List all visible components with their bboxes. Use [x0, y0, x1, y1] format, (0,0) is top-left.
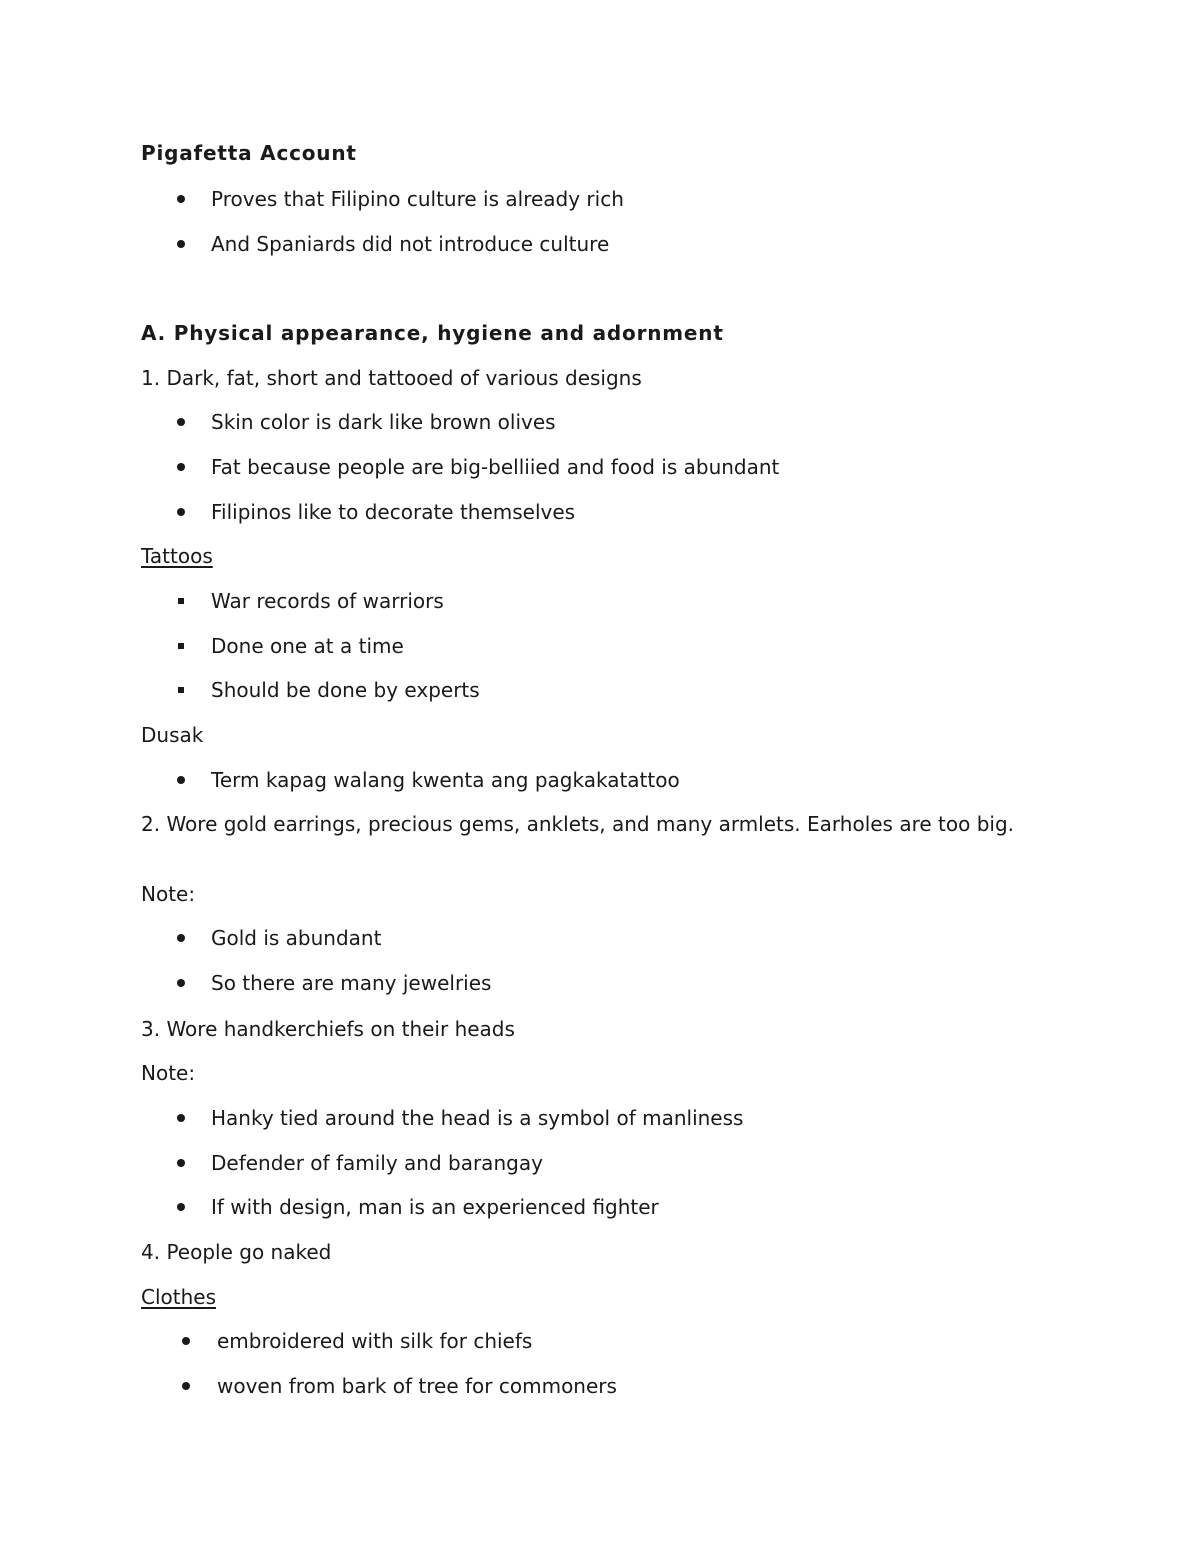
- list-item-text: Should be done by experts: [211, 678, 480, 702]
- square-bullet-icon: [178, 687, 184, 693]
- list-item-text: Gold is abundant: [211, 926, 382, 950]
- numbered-point: 2. Wore gold earrings, precious gems, anklets, and many armlets. Earholes are too big.: [141, 812, 1015, 836]
- list-item-text: Term kapag walang kwenta ang pagkakatattoo: [211, 768, 680, 792]
- square-bullet-icon: [178, 598, 184, 604]
- list-item-text: woven from bark of tree for commoners: [217, 1374, 617, 1398]
- list-item-text: And Spaniards did not introduce culture: [211, 232, 610, 256]
- bullet-icon: [182, 1382, 190, 1390]
- numbered-point: 3. Wore handkerchiefs on their heads: [141, 1017, 515, 1041]
- list-item-text: If with design, man is an experienced fighter: [211, 1195, 659, 1219]
- list-item-text: War records of warriors: [211, 589, 444, 613]
- bullet-icon: [177, 1114, 185, 1122]
- subheading-tattoos: Tattoos: [141, 544, 213, 568]
- list-item-text: Skin color is dark like brown olives: [211, 410, 556, 434]
- note-label: Note:: [141, 882, 196, 906]
- numbered-point: 4. People go naked: [141, 1240, 332, 1264]
- list-item-text: Filipinos like to decorate themselves: [211, 500, 576, 524]
- bullet-icon: [177, 508, 185, 516]
- list-item-text: Fat because people are big-belliied and food is abundant: [211, 455, 780, 479]
- note-label: Note:: [141, 1061, 196, 1085]
- list-item-text: embroidered with silk for chiefs: [217, 1329, 533, 1353]
- bullet-icon: [182, 1337, 190, 1345]
- list-item-text: Proves that Filipino culture is already rich: [211, 187, 624, 211]
- list-item-text: So there are many jewelries: [211, 971, 492, 995]
- subheading-clothes: Clothes: [141, 1285, 216, 1309]
- bullet-icon: [177, 934, 185, 942]
- list-item-text: Done one at a time: [211, 634, 404, 658]
- bullet-icon: [177, 240, 185, 248]
- subheading-dusak: Dusak: [141, 723, 204, 747]
- list-item-text: Hanky tied around the head is a symbol of manliness: [211, 1106, 744, 1130]
- bullet-icon: [177, 1203, 185, 1211]
- bullet-icon: [177, 1159, 185, 1167]
- section-title: Pigafetta Account: [141, 141, 357, 165]
- bullet-icon: [177, 418, 185, 426]
- numbered-point: 1. Dark, fat, short and tattooed of various designs: [141, 366, 642, 390]
- bullet-icon: [177, 463, 185, 471]
- square-bullet-icon: [178, 643, 184, 649]
- bullet-icon: [177, 776, 185, 784]
- bullet-icon: [177, 195, 185, 203]
- section-heading: A. Physical appearance, hygiene and adornment: [141, 321, 724, 345]
- bullet-icon: [177, 979, 185, 987]
- list-item-text: Defender of family and barangay: [211, 1151, 543, 1175]
